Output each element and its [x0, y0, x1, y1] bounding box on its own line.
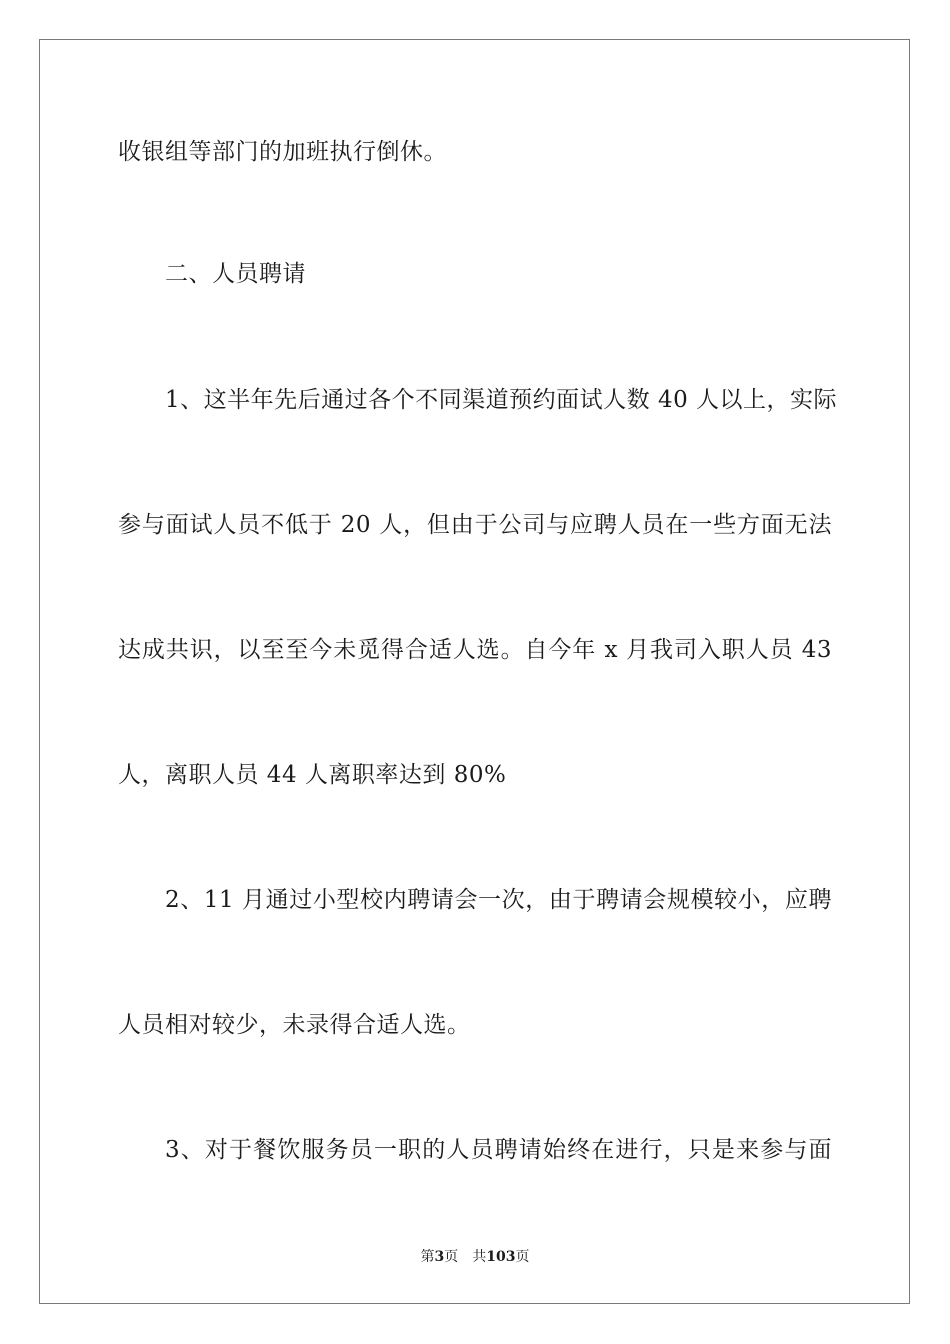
body-line-4: 参与面试人员不低于 20 人，但由于公司与应聘人员在一些方面无法 — [118, 512, 832, 538]
footer-total-suffix: 页 — [515, 1249, 530, 1265]
footer-total-prefix: 共 — [472, 1249, 487, 1265]
footer-page-prefix: 第 — [420, 1249, 435, 1265]
page-footer — [0, 1248, 950, 1266]
body-line-9: 3、对于餐饮服务员一职的人员聘请始终在进行，只是来参与面 — [165, 1137, 832, 1163]
page-border — [39, 39, 910, 1304]
section-heading: 二、人员聘请 — [165, 261, 306, 287]
body-line-1: 收银组等部门的加班执行倒休。 — [118, 139, 447, 165]
body-line-8: 人员相对较少，未录得合适人选。 — [118, 1012, 471, 1038]
body-line-6: 人，离职人员 44 人离职率达到 80% — [118, 762, 507, 788]
footer-page-suffix: 页 — [444, 1249, 459, 1265]
body-line-7: 2、11 月通过小型校内聘请会一次，由于聘请会规模较小，应聘 — [165, 887, 832, 913]
footer-total-pages: 103 — [486, 1249, 516, 1265]
footer-page-number: 3 — [434, 1249, 445, 1265]
body-line-5: 达成共识，以至至今未觅得合适人选。自今年 x 月我司入职人员 43 — [118, 637, 832, 663]
body-line-3: 1、这半年先后通过各个不同渠道预约面试人数 40 人以上，实际 — [165, 387, 838, 413]
